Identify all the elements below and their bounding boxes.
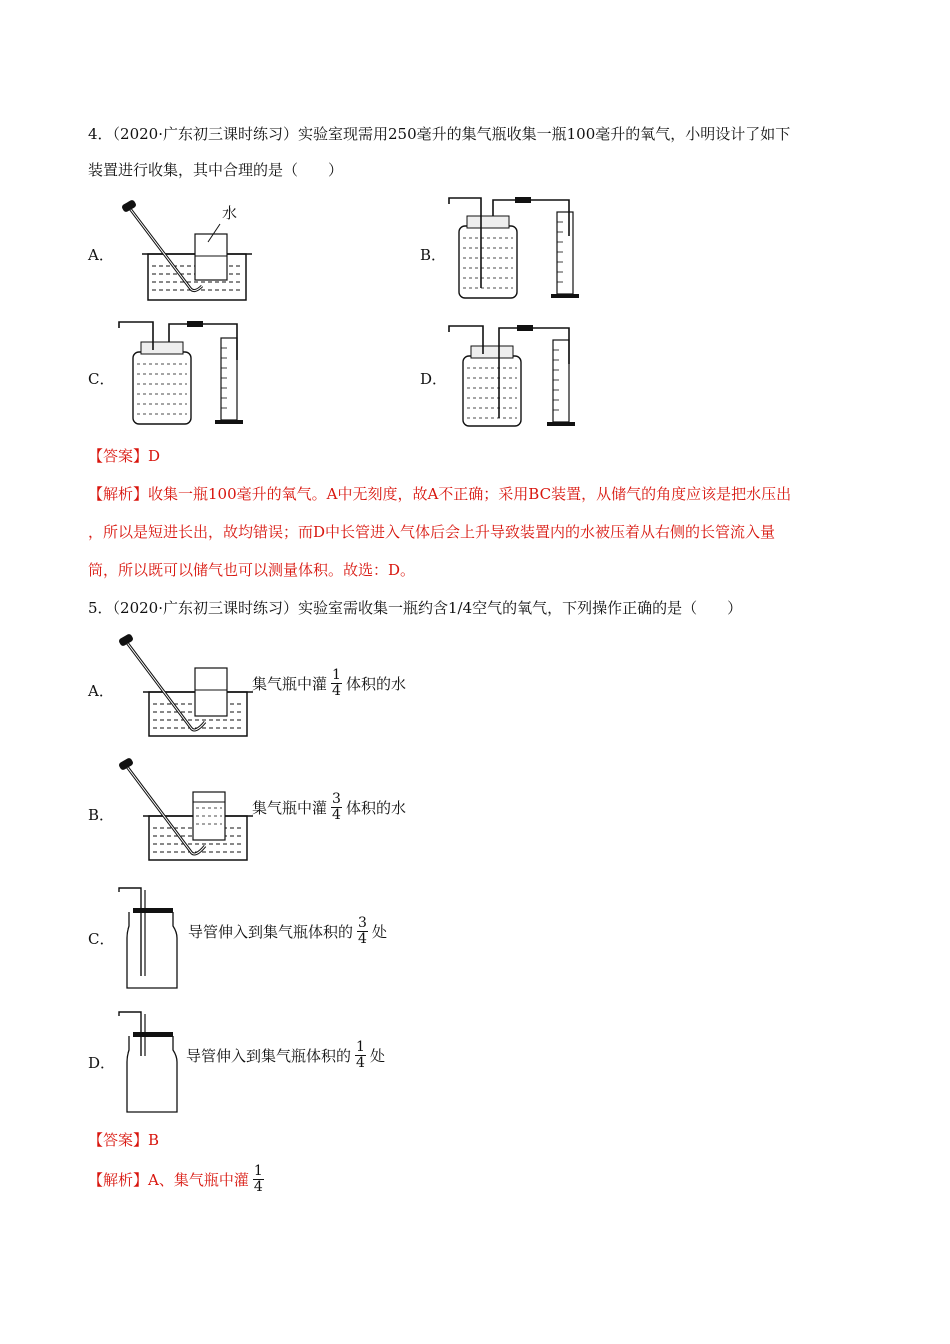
q5-option-b: B． bbox=[88, 806, 115, 824]
q5-caption-c-fraction bbox=[357, 916, 368, 947]
q4-figure-b-apparatus bbox=[445, 192, 585, 302]
q5-caption-c-num: 3 bbox=[358, 915, 367, 931]
q5-caption-a bbox=[252, 668, 406, 699]
q4-answer: 【答案】D bbox=[88, 447, 161, 465]
q4-stem-line-1 bbox=[88, 124, 790, 144]
q5-option-a: A． bbox=[88, 682, 114, 700]
q5-caption-b-post: 体积的水 bbox=[345, 799, 406, 817]
q5-stem-line bbox=[88, 598, 742, 618]
q5-caption-a-fraction bbox=[331, 668, 342, 699]
q5-figure-c-bottle bbox=[115, 886, 185, 992]
q5-caption-b-num: 3 bbox=[332, 791, 341, 807]
q5-caption-d-pre: 导管伸入到集气瓶体积的 bbox=[186, 1047, 352, 1065]
q5-caption-d-den: 4 bbox=[356, 1055, 365, 1071]
q5-figure-a-trough bbox=[115, 632, 255, 742]
q5-figure-b-trough bbox=[115, 756, 255, 866]
q4-option-d: D． bbox=[420, 370, 448, 388]
q5-caption-c bbox=[188, 916, 387, 947]
q5-answer: 【答案】B bbox=[88, 1131, 160, 1149]
q5-caption-a-pre: 集气瓶中灌 bbox=[252, 675, 328, 693]
q5-option-c: C． bbox=[88, 930, 115, 948]
q5-caption-b-pre: 集气瓶中灌 bbox=[252, 799, 328, 817]
q5-caption-d-fraction bbox=[355, 1040, 366, 1071]
q5-caption-d-post: 处 bbox=[369, 1047, 385, 1065]
q4-number: 4． bbox=[88, 125, 113, 143]
q4-analysis-3: 筒，所以既可以储气也可以测量体积。故选：D。 bbox=[88, 561, 416, 579]
q4-analysis-2: ，所以是短进长出，故均错误；而D中长管进入气体后会上升导致装置内的水被压着从右侧的长管流入量 bbox=[88, 523, 776, 541]
q5-caption-c-post: 处 bbox=[371, 923, 387, 941]
q4-figure-c-apparatus bbox=[115, 316, 255, 426]
q5-analysis-fraction bbox=[253, 1164, 264, 1195]
q4-analysis-1: 【解析】收集一瓶100毫升的氧气。A中无刻度，故A不正确；采用BC装置，从储气的角度应该是把水压出 bbox=[88, 485, 792, 503]
q5-analysis-num: 1 bbox=[253, 1163, 263, 1179]
q4-water-label: 水 bbox=[222, 204, 238, 222]
q5-stem: 实验室需收集一瓶约含1/4空气的氧气，下列操作正确的是（ ） bbox=[298, 599, 743, 617]
q4-stem-2: 装置进行收集，其中合理的是（ ） bbox=[88, 161, 344, 179]
q4-option-a: A． bbox=[88, 246, 114, 264]
q5-caption-c-den: 4 bbox=[358, 931, 367, 947]
q4-figure-a-trough bbox=[120, 196, 260, 306]
q5-analysis-pre: 【解析】A、集气瓶中灌 bbox=[88, 1171, 249, 1189]
q5-caption-a-post: 体积的水 bbox=[345, 675, 406, 693]
q5-caption-a-den: 4 bbox=[332, 683, 341, 699]
q4-stem-1: 实验室现需用250毫升的集气瓶收集一瓶100毫升的氧气，小明设计了如下 bbox=[298, 125, 791, 143]
q4-option-c: C． bbox=[88, 370, 115, 388]
q5-caption-a-num: 1 bbox=[332, 667, 341, 683]
q5-caption-c-pre: 导管伸入到集气瓶体积的 bbox=[188, 923, 354, 941]
q5-caption-b-den: 4 bbox=[332, 807, 341, 823]
q5-analysis bbox=[88, 1164, 268, 1195]
q4-figure-d-apparatus bbox=[445, 320, 585, 430]
q5-analysis-den: 4 bbox=[253, 1179, 263, 1195]
q5-caption-b bbox=[252, 792, 406, 823]
q5-caption-d bbox=[186, 1040, 385, 1071]
q5-number: 5． bbox=[88, 599, 113, 617]
q5-figure-d-bottle bbox=[115, 1010, 185, 1116]
q4-source: （2020·广东初三课时练习） bbox=[112, 125, 298, 143]
q5-caption-b-fraction bbox=[331, 792, 342, 823]
q5-caption-d-num: 1 bbox=[356, 1039, 365, 1055]
q4-option-b: B． bbox=[420, 246, 447, 264]
q5-source: （2020·广东初三课时练习） bbox=[112, 599, 298, 617]
q5-option-d: D． bbox=[88, 1054, 116, 1072]
